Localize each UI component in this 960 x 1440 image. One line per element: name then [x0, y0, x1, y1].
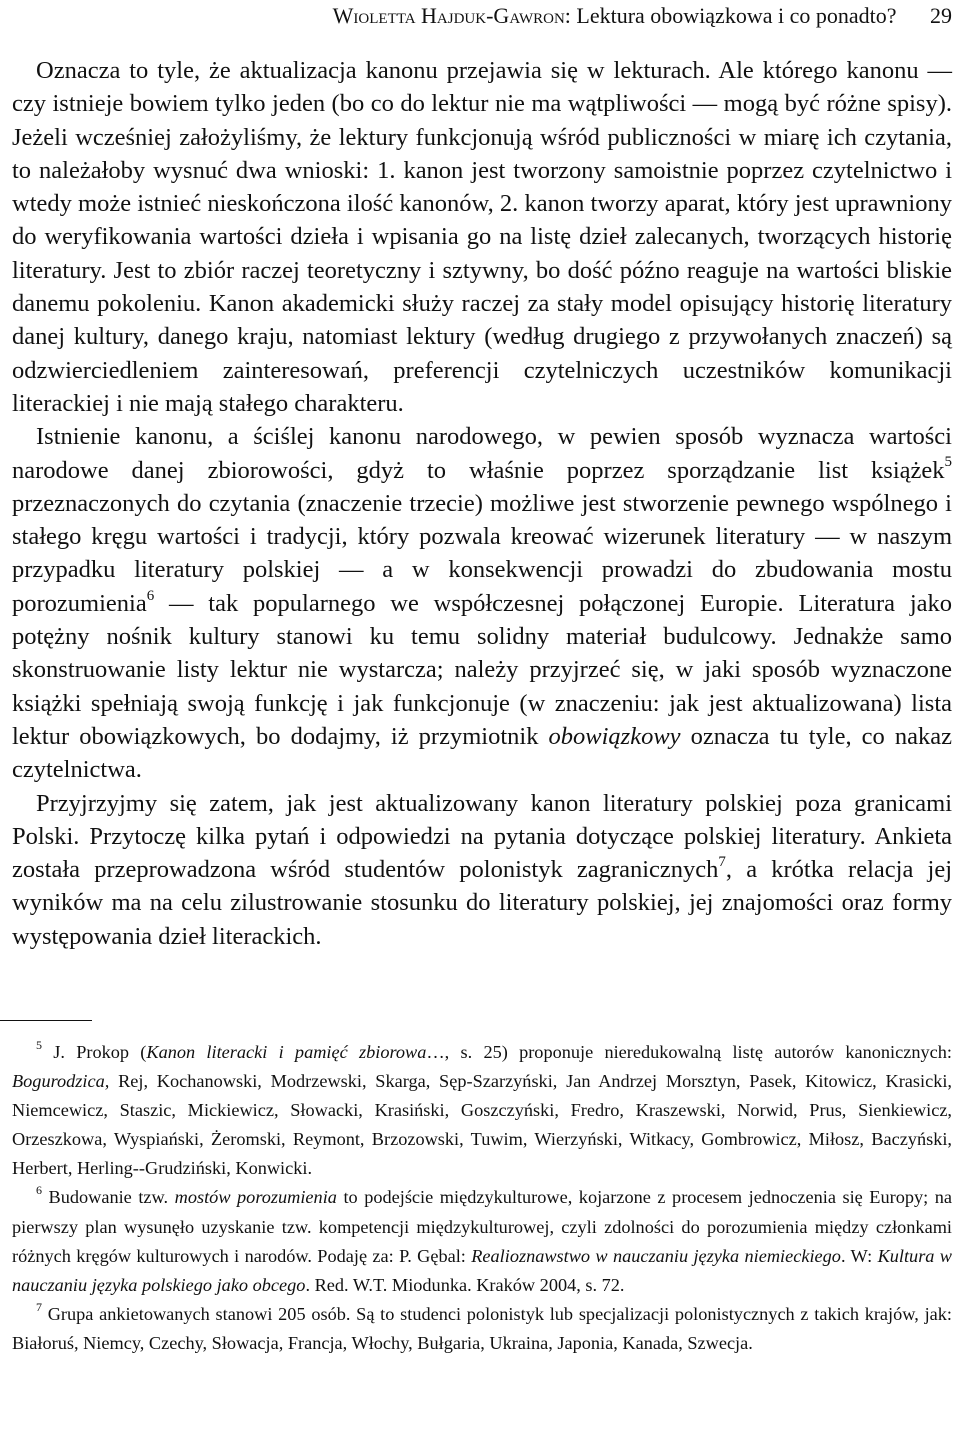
page-number: 29 — [930, 3, 952, 28]
footnote-6-number: 6 — [36, 1183, 42, 1198]
footnote-6 — [12, 1183, 952, 1299]
footnote-ref-5: 5 — [944, 454, 952, 471]
paragraph-2-part-c: — tak popularnego we współczesnej połączonej Europie. Literatura jako potężny nośnik kultury stanowi ku temu solidny materiał budulcowy. Jednakże samo skonstruowanie listy lektur nie wystarcza; należy przyjrzeć się, w jaki sposób wyznaczone książki spełniają swoją funkcję i jak funkcjonuje (w znaczeniu: jak jest aktualizowana) lista lektur obowiązkowych, bo dodajmy, iż przymiotnik — [12, 589, 952, 750]
footnote-6-text-a: Budowanie tzw. — [42, 1187, 175, 1208]
footnote-6-title-2: Kultura w nauczaniu języka polskiego jako obcego — [12, 1245, 952, 1295]
footnote-6-text-b: to podejście międzykulturowe, kojarzone z procesem jednoczenia się Europy; na pierwszy plan wysunęło uzyskanie tzw. kompetencji międzykulturowej, czyli zdolności do porozumienia między członkami różnych kręgów kulturowych i narodów. Podaję za: P. Gębal: — [12, 1187, 952, 1266]
running-head — [12, 2, 952, 30]
paragraph-2-emphasis: obowiązkowy — [548, 722, 681, 750]
footnote-5-text-a: J. Prokop ( — [42, 1042, 147, 1062]
running-head-title: Lektura obowiązkowa i co ponadto? — [576, 3, 897, 28]
footnote-6-text-d: . Red. W.T. Miodunka. Kraków 2004, s. 72. — [305, 1274, 625, 1295]
footnote-ref-6: 6 — [146, 587, 155, 604]
paragraph-3 — [12, 787, 952, 953]
footnote-5-emphasis: Bogurodzica, — [12, 1071, 110, 1092]
footnote-6-emphasis: mostów porozumienia — [174, 1187, 337, 1208]
footnote-7-number: 7 — [36, 1299, 42, 1314]
footnote-5-text-b: …, s. 25) proponuje nieredukowalną listę autorów kanonicznych: — [426, 1042, 952, 1062]
footnote-6-text-c: . W: — [840, 1245, 878, 1266]
footnotes — [12, 1038, 952, 1358]
paragraph-2-part-a: Istnienie kanonu, a ściślej kanonu narodowego, w pewien sposób wyznacza wartości narodowe danej zbiorowości, gdyż to właśnie poprzez sporządzanie list książek — [12, 423, 952, 484]
paragraph-2 — [12, 420, 952, 786]
body-text — [12, 54, 952, 953]
paragraph-2-part-b: przeznaczonych do czytania (znaczenie trzecie) możliwe jest stworzenie pewnego wspólnego i stałego kręgu wartości i tradycji, który pozwala kreować wizerunek literatury — w naszym przypadku literatury polskiej — a w konsekwencji prowadzi do zbudowania mostu porozumienia — [12, 489, 952, 617]
footnote-5-title: Kanon literacki i pamięć zbiorowa — [146, 1042, 427, 1062]
footnote-5-number: 5 — [36, 1037, 42, 1052]
footnote-5-text-c: Rej, Kochanowski, Modrzewski, Skarga, Sęp-Szarzyński, Jan Andrzej Morsztyn, Pasek, Kitowicz, Krasicki, Niemcewicz, Staszic, Mickiewicz, Słowacki, Krasiński, Goszczyński, Fredro, Kraszewski, Norwid, Prus, Sienkiewicz, Orzeszkowa, Wyspiański, Żeromski, Reymont, Brzozowski, Tuwim, Wierzyński, Witkacy, Gombrowicz, Miłosz, Baczyński, Herbert, Herling--Grudziński, Konwicki. — [12, 1071, 952, 1179]
footnote-7-text-a: Grupa ankietowanych stanowi 205 osób. Są to studenci polonistyk lub specjalizacji polonistycznych z takich krajów, jak: Białoruś, Niemcy, Czechy, Słowacja, Francja, Włochy, Bułgaria, Ukraina, Japonia, Kanada, Szwecja. — [12, 1303, 952, 1353]
footnote-5 — [12, 1038, 952, 1183]
paragraph-2-part-d: oznacza tu tyle, co nakaz czytelnictwa. — [12, 722, 952, 784]
footnote-ref-7: 7 — [718, 853, 726, 870]
paragraph-1: Oznacza to tyle, że aktualizacja kanonu przejawia się w lekturach. Ale którego kanonu — czy istnieje bowiem tylko jeden (bo co do lektur nie ma wątpliwości — mogą być różne spisy). Jeżeli wcześniej założyliśmy, że lektury funkcjonują wśród publiczności w miarę ich czytania, to należałoby wysnuć dwa wnioski: 1. kanon jest tworzony samoistnie poprzez czytelnictwo i wtedy może istnieć nieskończona ilość kanonów, 2. kanon tworzy aparat, który jest uprawniony do weryfikowania wartości dzieła i wpisania go na listę dzieł zalecanych, tworzących historię literatury. Jest to zbiór raczej teoretyczny i sztywny, bo dość późno reaguje na wartości bliskie danemu pokoleniu. Kanon akademicki służy raczej za stały model opisujący historię literatury danej kultury, danego kraju, natomiast lektury (według drugiego z przywołanych znaczeń) są odzwierciedleniem zainteresowań, preferencji czytelniczych uczestników komunikacji literackiej i nie mają stałego charakteru. — [12, 57, 952, 417]
footnote-7 — [12, 1300, 952, 1358]
paragraph-3-part-b: , a krótka relacja jej wyników ma na celu zilustrowanie stosunku do literatury polskiej, jej znajomości oraz formy występowania dzieł literackich. — [12, 856, 953, 950]
footnote-6-title-1: Realioznawstwo w nauczaniu języka niemieckiego — [471, 1245, 841, 1266]
paragraph-3-part-a: Przyjrzyjmy się zatem, jak jest aktualizowany kanon literatury polskiej poza granicami Polski. Przytoczę kilka pytań i odpowiedzi na pytania dotyczące polskiej literatury. Ankieta została przeprowadzona wśród studentów polonistyk zagranicznych — [12, 789, 952, 884]
footnote-separator — [0, 1020, 92, 1021]
running-head-author: Wioletta Hajduk-Gawron: — [332, 3, 571, 28]
